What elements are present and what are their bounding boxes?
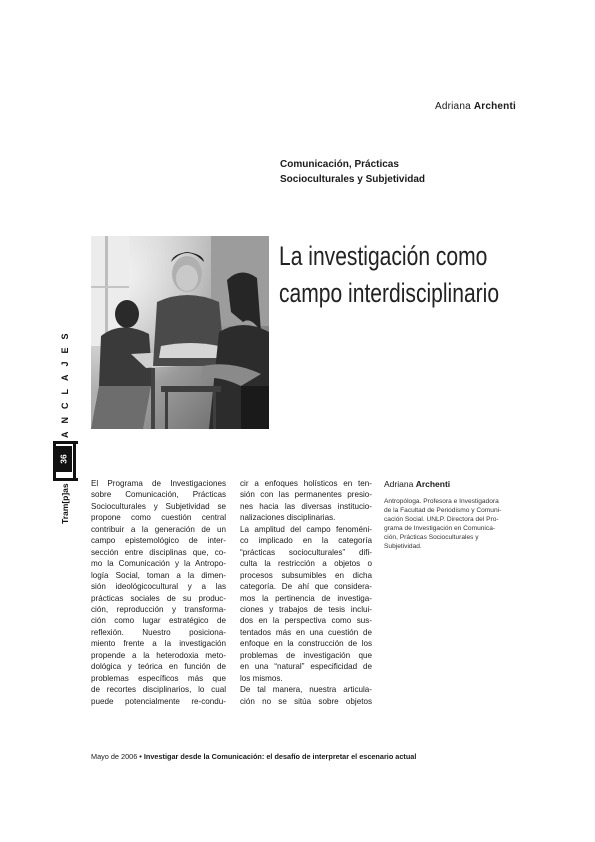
bio-line: ción, Prácticas Socioculturales y — [384, 534, 479, 542]
text-line: en una “natural” especificidad de — [240, 662, 372, 672]
journal-logo-vertical-text: Tram[p]as — [60, 483, 70, 524]
sidebar-vertical — [44, 298, 84, 528]
text-line: enfoque en la construcción de los — [240, 639, 372, 649]
headline-line2: campo interdisciplinario — [279, 278, 500, 308]
section-title — [280, 157, 480, 187]
text-line: contribuir a la generación de un — [91, 524, 226, 534]
text-line: De tal manera, nuestra articula- — [240, 685, 372, 695]
bio-line: de la Facultad de Periodismo y Comuni- — [384, 507, 502, 515]
text-line: mo la Comunicación y la Antropo- — [91, 559, 226, 569]
text-line: cir a enfoques holísticos en ten- — [240, 479, 372, 488]
header-author-first: Adriana — [434, 101, 471, 112]
text-line: campo epistemológico de inter- — [91, 536, 226, 546]
author-note-bio — [384, 497, 519, 552]
footer-bullet: • — [139, 752, 142, 761]
article-column-2 — [240, 478, 372, 707]
headline-line1: La investigación como — [279, 241, 488, 271]
author-note-first: Adriana — [384, 479, 414, 489]
text-line: ciones y trabajos de tesis inclui- — [240, 604, 372, 614]
page-number — [56, 446, 72, 472]
text-line: miento frente a la investigación — [91, 639, 226, 649]
header-author — [435, 101, 516, 112]
bio-line: cación Social. UNLP. Directora del Pro- — [384, 516, 499, 524]
section-title-line2: Socioculturales y Subjetividad — [280, 174, 426, 185]
article-photo — [91, 236, 269, 429]
text-line: La amplitud del campo fenoméni- — [240, 524, 372, 534]
text-line: propone como cuestión central — [91, 513, 226, 523]
text-line: nes hacia las diversas institucio- — [240, 501, 372, 511]
footer-date: Mayo de 2006 — [91, 752, 138, 761]
section-label-vertical — [58, 298, 72, 448]
text-line: problemas de investigación que — [240, 650, 372, 660]
article-column-1 — [91, 478, 226, 707]
text-line: dos en la perspectiva como sus- — [240, 616, 372, 626]
text-line: mos la pertinencia de investiga- — [240, 593, 372, 603]
footer-title: Investigar desde la Comunicación: el desafío de interpretar el escenario actual — [143, 752, 417, 761]
text-line: puede potencialmente re-condu- — [91, 696, 226, 706]
text-line: prácticas sociales de su produc- — [91, 593, 226, 603]
section-title-line1: Comunicación, Prácticas — [280, 159, 399, 170]
text-line: “prácticas socioculturales” difi- — [240, 547, 372, 557]
text-line: sección entre disciplinas que, co- — [91, 547, 226, 557]
text-line: sobre Comunicación, Prácticas — [91, 490, 226, 500]
students-photo-illustration — [91, 236, 269, 429]
text-line: categoría. De ahí que considera- — [240, 582, 372, 592]
section-label-vertical-text: ANCLAJES — [60, 325, 70, 438]
author-note-last: Archenti — [415, 479, 451, 489]
bio-line: Antropóloga. Profesora e Investigadora — [384, 498, 499, 505]
text-line: El Programa de Investigaciones — [91, 479, 226, 488]
text-line: co implicado en la categoría — [240, 536, 372, 546]
text-line: propende a la heterodoxia meto- — [91, 650, 226, 660]
header-author-last: Archenti — [473, 101, 516, 112]
journal-logo-vertical — [58, 480, 72, 525]
text-line: reflexión. Nuestro posiciona- — [91, 627, 226, 637]
text-line: ción como lugar estratégico de — [91, 616, 226, 626]
bio-line: grama de Investigación en Comunica- — [384, 525, 496, 533]
text-line: sión ideológicocultural y a las — [91, 582, 226, 592]
page-number-text: 36 — [59, 454, 69, 464]
text-line: los mismos. — [240, 673, 283, 683]
text-line: tentados más en una cuestión de — [240, 627, 372, 637]
page-footer — [91, 752, 416, 761]
author-note-name — [384, 479, 450, 489]
text-line: procesos subsumibles en dicha — [240, 570, 372, 580]
bio-line: Subjetividad. — [384, 543, 422, 551]
article-headline — [279, 238, 500, 312]
text-line: culta la restricción a objetos o — [240, 559, 372, 569]
text-line: logía Social, toman a la dimen- — [91, 570, 226, 580]
text-line: problemas específicos más que — [91, 673, 226, 683]
text-line: dológica y teórica en función de — [91, 662, 226, 672]
text-line: ción, reproducción y transforma- — [91, 604, 226, 614]
text-line: Socioculturales y Subjetividad se — [91, 501, 226, 511]
text-line: de recortes disciplinarios, lo cual — [91, 685, 226, 695]
text-line: sión con las permanentes presio- — [240, 490, 372, 500]
text-line: nalizaciones disciplinarias. — [240, 513, 336, 523]
text-line: ción no se sitúa sobre objetos — [240, 696, 372, 706]
